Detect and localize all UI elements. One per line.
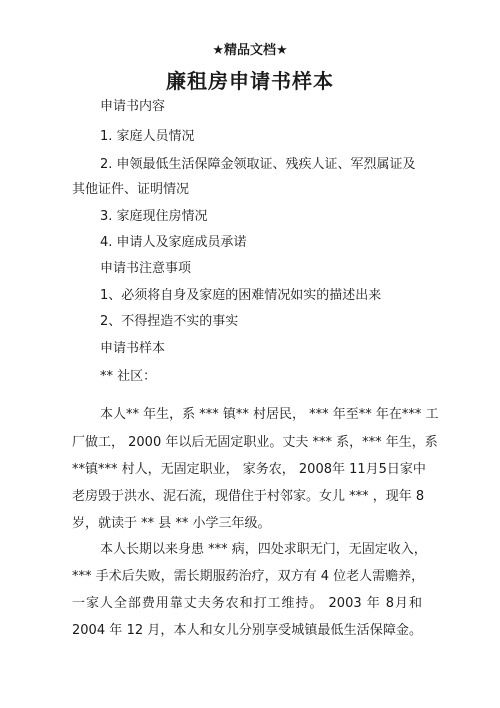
paragraph-line: 本人** 年生，系 *** 镇** 村居民， *** 年至** 年在*** 工	[100, 407, 439, 422]
paragraph-line: 一家人全部费用靠丈夫务农和打工维持。 2003 年 8月和	[72, 596, 422, 611]
section-heading-sample: 申请书样本	[100, 341, 166, 356]
list-item: 1. 家庭人员情况	[100, 129, 195, 144]
list-item-continuation: 其他证件、证明情况	[72, 182, 190, 197]
salutation: ** 社区：	[100, 369, 157, 384]
paragraph-line: 2004 年 12 月，本人和女儿分别享受城镇最低生活保障金。	[72, 623, 422, 638]
paragraph-line: 老房毁于洪水、泥石流，现借住于村邻家。女儿 *** ，现年 8	[72, 489, 425, 504]
paragraph-line: 厂做工， 2000 年以后无固定职业。丈夫 *** 系，*** 年生，系	[72, 435, 438, 450]
section-heading-contents: 申请书内容	[100, 99, 166, 114]
section-heading-notes: 申请书注意事项	[100, 261, 192, 276]
paragraph-line: 本人长期以来身患 *** 病，四处求职无门，无固定收入，	[100, 542, 427, 557]
list-item: 2、不得捏造不实的事实	[100, 314, 239, 329]
list-item: 4. 申请人及家庭成员承诺	[100, 235, 247, 250]
page-title: 廉租房申请书样本	[166, 69, 334, 93]
quality-mark: ★精品文档★	[212, 43, 288, 58]
list-item: 3. 家庭现住房情况	[100, 209, 208, 224]
paragraph-line: 岁，就读于 ** 县 ** 小学三年级。	[72, 516, 271, 531]
paragraph-line: *** 手术后失败，需长期服药治疗，双方有 4 位老人需赡养，	[72, 569, 425, 584]
list-item: 1、必须将自身及家庭的困难情况如实的描述出来	[100, 288, 382, 303]
list-item: 2. 申领最低生活保障金领取证、残疾人证、军烈属证及	[100, 157, 416, 172]
paragraph-line: **镇*** 村人，无固定职业， 家务农， 2008年 11月5日家中	[72, 462, 426, 477]
